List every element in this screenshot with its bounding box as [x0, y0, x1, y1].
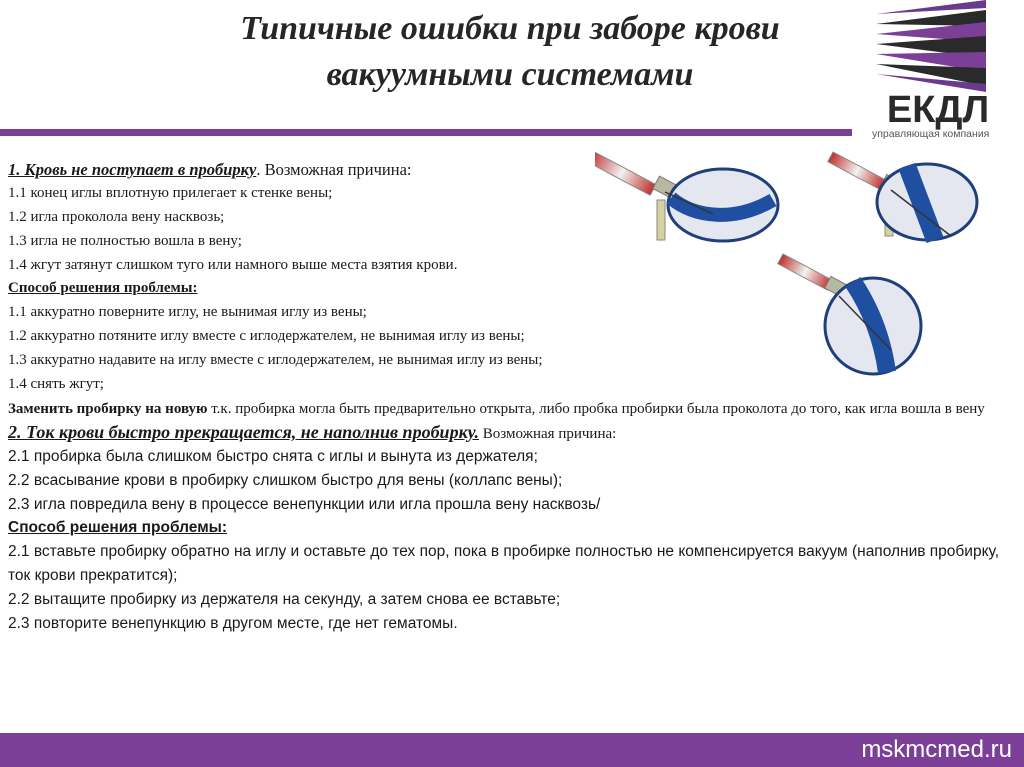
section-2-heading-suffix: Возможная причина:	[479, 425, 617, 442]
cause-1-3: 1.3 игла не полностью вошла в вену;	[8, 232, 242, 249]
section-2-solution-heading: Способ решения проблемы:	[8, 519, 228, 537]
solution-1-4: 1.4 снять жгут;	[8, 376, 104, 393]
title-divider	[0, 129, 852, 136]
replace-tube-bold: Заменить пробирку на новую	[8, 400, 208, 417]
replace-tube-note	[8, 397, 1013, 421]
section-1-heading: 1. Кровь не поступает в пробирку	[8, 160, 257, 179]
cause-1-1: 1.1 конец иглы вплотную прилегает к стенке вены;	[8, 184, 333, 201]
solution-1-1: 1.1 аккуратно поверните иглу, не вынимая иглу из вены;	[8, 304, 367, 321]
cause-2-1: 2.1 пробирка была слишком быстро снята с иглы и вынута из держателя;	[8, 447, 538, 465]
solution-1-3: 1.3 аккуратно надавите на иглу вместе с иглодержателем, не вынимая иглу из вены;	[8, 352, 543, 369]
slide-title	[170, 6, 850, 98]
solution-2-1: 2.1 вставьте пробирку обратно на иглу и оставьте до тех пор, пока в пробирке полностью не компенсируется вакуум (наполнив пробирку, ток крови прекратится);	[8, 543, 1000, 585]
footer-site-link[interactable]: mskmcmed.ru	[861, 736, 1012, 763]
replace-tube-text: т.к. пробирка могла быть предварительно открыта, либо пробка пробирки была проколота до того, как игла вошла в вену	[207, 400, 985, 417]
section-2-heading-line	[8, 421, 1013, 445]
logo-tagline: управляющая компания	[872, 128, 990, 140]
slide-content	[8, 158, 1013, 636]
solution-2-3: 2.3 повторите венепункцию в другом месте, где нет гематомы.	[8, 615, 458, 633]
logo-wordmark: ЕКДЛ	[886, 89, 990, 131]
cause-2-2: 2.2 всасывание крови в пробирку слишком быстро для вены (коллапс вены);	[8, 471, 563, 489]
slide-title-line-1: Типичные ошибки при заборе крови	[240, 10, 780, 47]
section-2-heading: 2. Ток крови быстро прекращается, не наполнив пробирку.	[8, 421, 480, 442]
section-1-solution-heading: Способ решения проблемы:	[8, 280, 198, 297]
cause-2-3: 2.3 игла повредила вену в процессе венепункции или игла прошла вену насквозь/	[8, 495, 601, 513]
section-1-heading-suffix: . Возможная причина:	[256, 160, 412, 179]
cause-1-4: 1.4 жгут затянут слишком туго или намного выше места взятия крови.	[8, 256, 458, 273]
slide-title-line-2: вакуумными системами	[326, 56, 694, 93]
solution-1-2: 1.2 аккуратно потяните иглу вместе с иглодержателем, не вынимая иглу из вены;	[8, 328, 525, 345]
section-1-heading-line	[8, 158, 1013, 182]
cause-1-2: 1.2 игла проколола вену насквозь;	[8, 208, 225, 225]
solution-2-2: 2.2 вытащите пробирку из держателя на секунду, а затем снова ее вставьте;	[8, 591, 561, 609]
footer-bar	[0, 733, 1024, 767]
